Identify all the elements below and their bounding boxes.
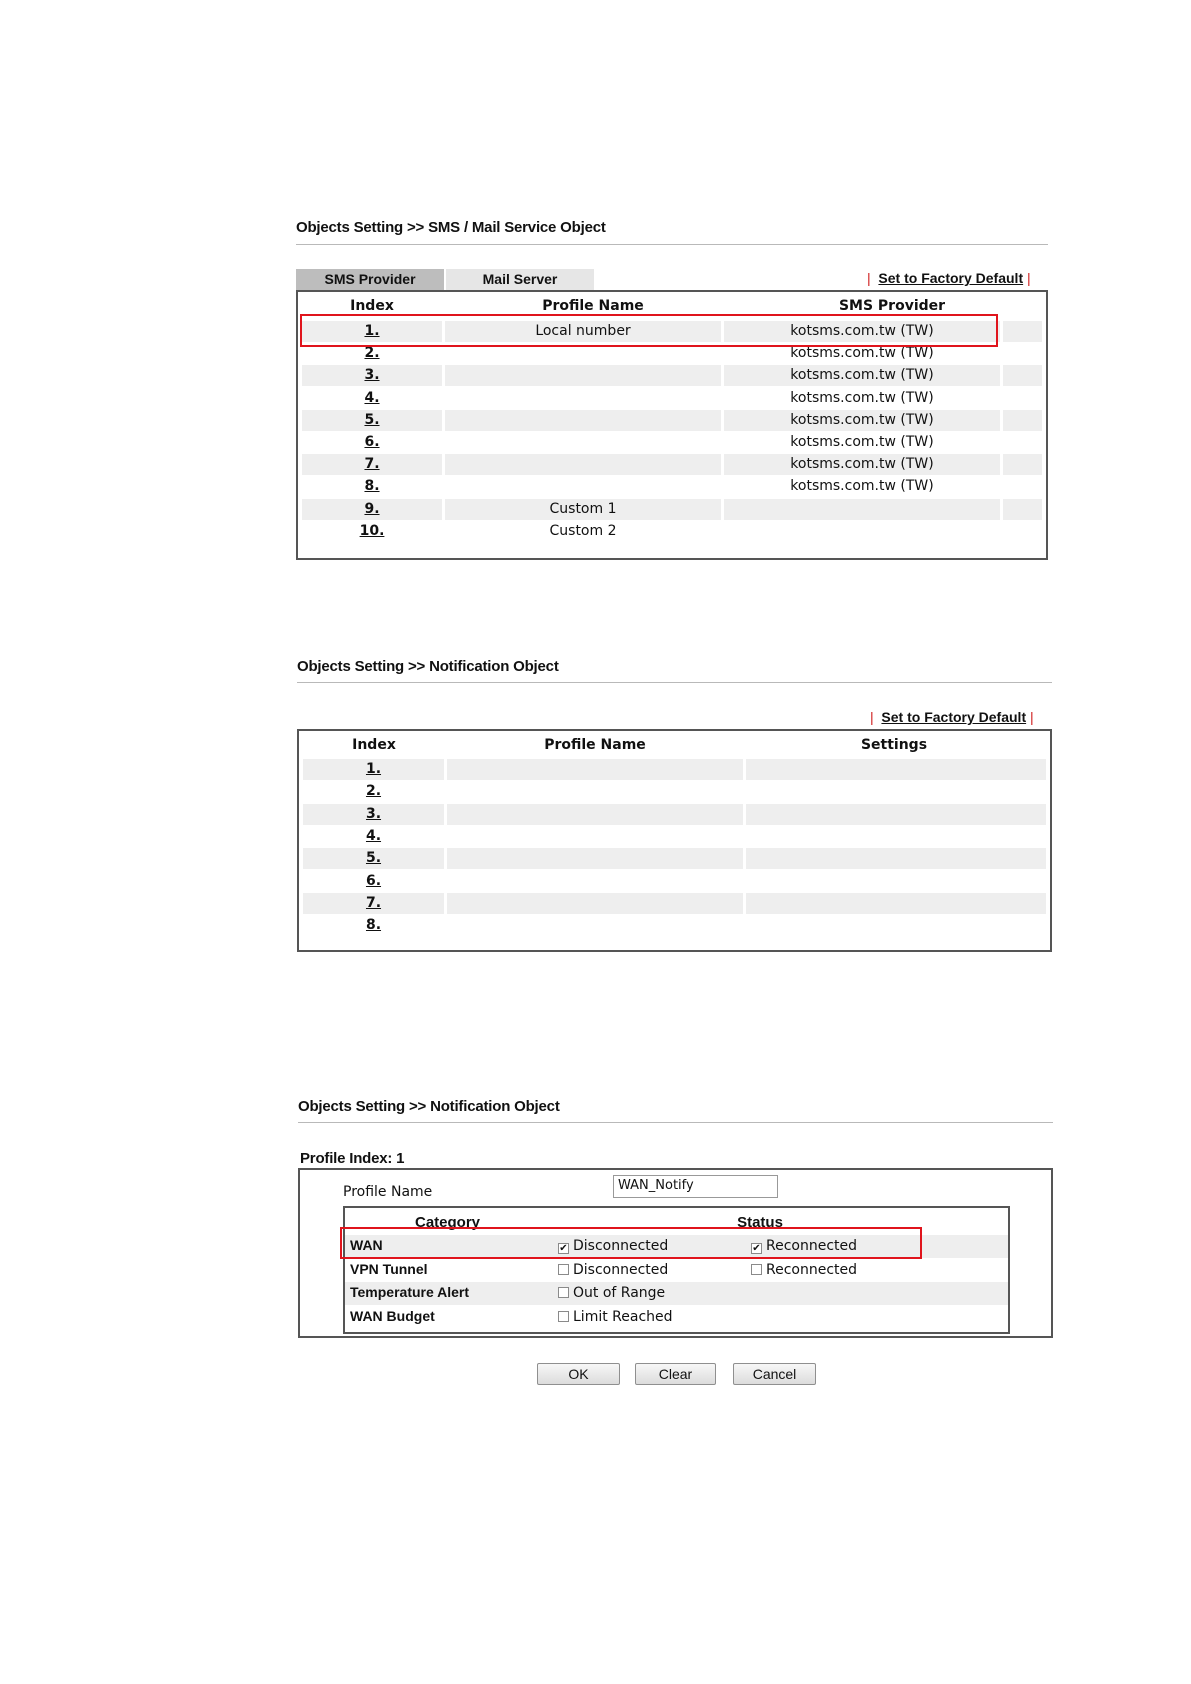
table-row: [303, 915, 1046, 936]
index-link[interactable]: 6.: [365, 872, 382, 889]
col-sms-provider-header: SMS Provider: [838, 298, 946, 314]
sms-set-factory-default-link[interactable]: Set to Factory Default: [878, 270, 1024, 286]
profile-index-label: Profile Index: 1: [300, 1150, 405, 1167]
profile-name-cell: [447, 781, 743, 802]
profile-name-cell: [445, 388, 721, 409]
notification-breadcrumb: Objects Setting >> Notification Object: [297, 658, 559, 675]
checked-checkbox[interactable]: ✔: [559, 1243, 568, 1254]
table-row: [302, 476, 1042, 497]
notification-title-divider: [297, 682, 1052, 683]
status-option-label: Limit Reached: [573, 1308, 673, 1325]
checked-checkbox[interactable]: ✔: [752, 1243, 761, 1254]
index-link[interactable]: 4.: [364, 389, 380, 406]
profile-name-cell: [447, 826, 743, 847]
table-row: [302, 365, 1042, 386]
index-cell: [302, 365, 442, 386]
sms-provider-cell: kotsms.com.tw (TW): [790, 434, 934, 450]
category-label: Temperature Alert: [350, 1284, 470, 1300]
index-link[interactable]: 7.: [364, 456, 380, 473]
table-row: [303, 781, 1046, 802]
table-row: [303, 759, 1046, 780]
index-cell: [303, 826, 444, 847]
table-row: [302, 388, 1042, 409]
col-index-header: Index: [350, 298, 394, 314]
settings-cell: [746, 826, 1046, 847]
profile-name-cell: [445, 365, 721, 386]
checkbox[interactable]: [558, 1287, 569, 1298]
row-tail-cell: [1003, 499, 1042, 520]
checkbox[interactable]: [751, 1264, 762, 1275]
profile-name-cell: [447, 915, 743, 936]
index-cell: [303, 915, 444, 936]
table-row: [302, 521, 1042, 542]
category-label: VPN Tunnel: [350, 1260, 428, 1277]
highlight-box: [300, 314, 998, 347]
settings-cell: [746, 871, 1046, 892]
table-row: [303, 804, 1046, 825]
index-link[interactable]: 8.: [365, 917, 382, 934]
table-row: [302, 499, 1042, 520]
sms-provider-cell: kotsms.com.tw (TW): [790, 345, 934, 362]
index-cell: [303, 759, 444, 780]
category-header: Category: [414, 1214, 481, 1231]
row-tail-cell: [1003, 454, 1042, 475]
profile-name-cell: [447, 893, 743, 914]
table-row: [302, 432, 1042, 453]
clear-button[interactable]: Clear: [635, 1363, 716, 1385]
index-cell: [303, 893, 444, 914]
row-tail-cell: [1003, 343, 1042, 364]
status-header: Status: [737, 1214, 783, 1231]
category-row: [345, 1259, 1008, 1282]
category-row: [345, 1282, 1008, 1305]
sms-provider-cell: [724, 521, 1000, 542]
profile-name-cell: [447, 804, 743, 825]
status-option-label: Disconnected: [573, 1261, 669, 1278]
index-link[interactable]: 6.: [364, 434, 380, 450]
index-link[interactable]: 3.: [364, 367, 380, 384]
index-cell: [303, 781, 444, 802]
index-cell: [302, 454, 442, 475]
table-row: [303, 826, 1046, 847]
row-tail-cell: [1003, 321, 1042, 342]
row-tail-cell: [1003, 432, 1042, 453]
notification-table: [297, 729, 1052, 952]
index-link[interactable]: 1.: [364, 323, 380, 339]
index-cell: [302, 521, 442, 542]
cancel-button[interactable]: Cancel: [733, 1363, 816, 1385]
edit-breadcrumb: Objects Setting >> Notification Object: [298, 1098, 560, 1115]
sms-provider-cell: kotsms.com.tw (TW): [724, 321, 1000, 342]
index-cell: [302, 410, 442, 431]
index-link[interactable]: 5.: [364, 411, 380, 428]
status-option: [751, 1262, 857, 1278]
sms-provider-cell: kotsms.com.tw (TW): [724, 410, 1000, 431]
sms-factory-default: [867, 270, 1031, 286]
row-tail-cell: [1003, 476, 1042, 497]
category-row: [345, 1306, 1008, 1329]
index-cell: [303, 848, 444, 869]
index-cell: [302, 499, 442, 520]
col-profile-name-header: Profile Name: [542, 298, 644, 314]
settings-cell: [746, 759, 1046, 780]
edit-title-divider: [298, 1122, 1053, 1123]
index-link[interactable]: 9.: [364, 500, 380, 517]
status-option-label: Reconnected: [766, 1261, 858, 1278]
col-settings-header: Settings: [860, 737, 928, 753]
index-link[interactable]: 2.: [365, 783, 382, 800]
separator: |: [1027, 270, 1031, 286]
separator: |: [870, 709, 874, 725]
settings-cell: [746, 848, 1046, 869]
index-cell: [302, 432, 442, 453]
profile-name-cell: Custom 2: [549, 522, 617, 539]
notification-factory-default: [870, 709, 1034, 725]
profile-name-cell: Local number: [445, 321, 721, 342]
settings-cell: [746, 804, 1046, 825]
index-link[interactable]: 5.: [365, 850, 382, 867]
index-link[interactable]: 8.: [364, 478, 380, 495]
row-tail-cell: [1003, 521, 1042, 542]
sms-provider-cell: kotsms.com.tw (TW): [724, 365, 1000, 386]
index-link[interactable]: 1.: [365, 761, 382, 777]
profile-name-cell: [447, 759, 743, 780]
table-row: [302, 410, 1042, 431]
status-option-label: Reconnected: [766, 1238, 858, 1254]
settings-cell: [746, 781, 1046, 802]
status-option-label: Out of Range: [573, 1285, 666, 1301]
status-option: [558, 1285, 665, 1301]
tab-sms-provider[interactable]: SMS Provider: [296, 269, 444, 290]
sms-provider-cell: kotsms.com.tw (TW): [790, 389, 934, 406]
ok-button[interactable]: OK: [537, 1363, 620, 1385]
index-cell: [302, 388, 442, 409]
sms-title-divider: [296, 244, 1048, 245]
index-link[interactable]: 3.: [365, 805, 382, 822]
notification-set-factory-default-link[interactable]: Set to Factory Default: [881, 709, 1027, 725]
index-link[interactable]: 2.: [364, 345, 380, 362]
col-index-header: Index: [352, 737, 396, 753]
profile-name-cell: [445, 476, 721, 497]
profile-name-cell: Custom 1: [445, 499, 721, 520]
status-option: [558, 1309, 673, 1325]
index-link[interactable]: 7.: [365, 894, 382, 911]
profile-name-cell: [447, 848, 743, 869]
sms-breadcrumb: Objects Setting >> SMS / Mail Service Object: [296, 219, 606, 236]
table-row: [302, 454, 1042, 475]
sms-provider-cell: kotsms.com.tw (TW): [790, 478, 934, 495]
separator: |: [867, 270, 871, 286]
table-row: [303, 848, 1046, 869]
status-option: [558, 1262, 668, 1278]
index-link[interactable]: 4.: [365, 827, 382, 844]
index-link[interactable]: 10.: [359, 522, 385, 539]
checkbox[interactable]: [558, 1264, 569, 1275]
index-cell: [303, 871, 444, 892]
col-profile-name-header: Profile Name: [544, 737, 646, 753]
checkbox[interactable]: [558, 1311, 569, 1322]
highlight-box: [340, 1227, 922, 1259]
profile-name-cell: [447, 871, 743, 892]
table-row: [303, 893, 1046, 914]
sms-provider-cell: [724, 499, 1000, 520]
row-tail-cell: [1003, 410, 1042, 431]
profile-name-label: Profile Name: [343, 1184, 433, 1200]
category-label: WAN Budget: [350, 1307, 435, 1324]
profile-name-input[interactable]: WAN_Notify: [613, 1175, 778, 1198]
settings-cell: [746, 915, 1046, 936]
status-option-label: Disconnected: [573, 1238, 669, 1254]
index-cell: [302, 476, 442, 497]
profile-name-cell: [445, 454, 721, 475]
table-row: [303, 871, 1046, 892]
profile-name-cell: [445, 410, 721, 431]
row-tail-cell: [1003, 365, 1042, 386]
category-label: WAN: [350, 1237, 383, 1253]
separator: |: [1030, 709, 1034, 725]
tab-mail-server[interactable]: Mail Server: [446, 269, 594, 290]
index-cell: [303, 804, 444, 825]
category-status-table: [343, 1206, 1010, 1334]
sms-provider-cell: kotsms.com.tw (TW): [724, 454, 1000, 475]
settings-cell: [746, 893, 1046, 914]
row-tail-cell: [1003, 388, 1042, 409]
profile-name-cell: [445, 432, 721, 453]
